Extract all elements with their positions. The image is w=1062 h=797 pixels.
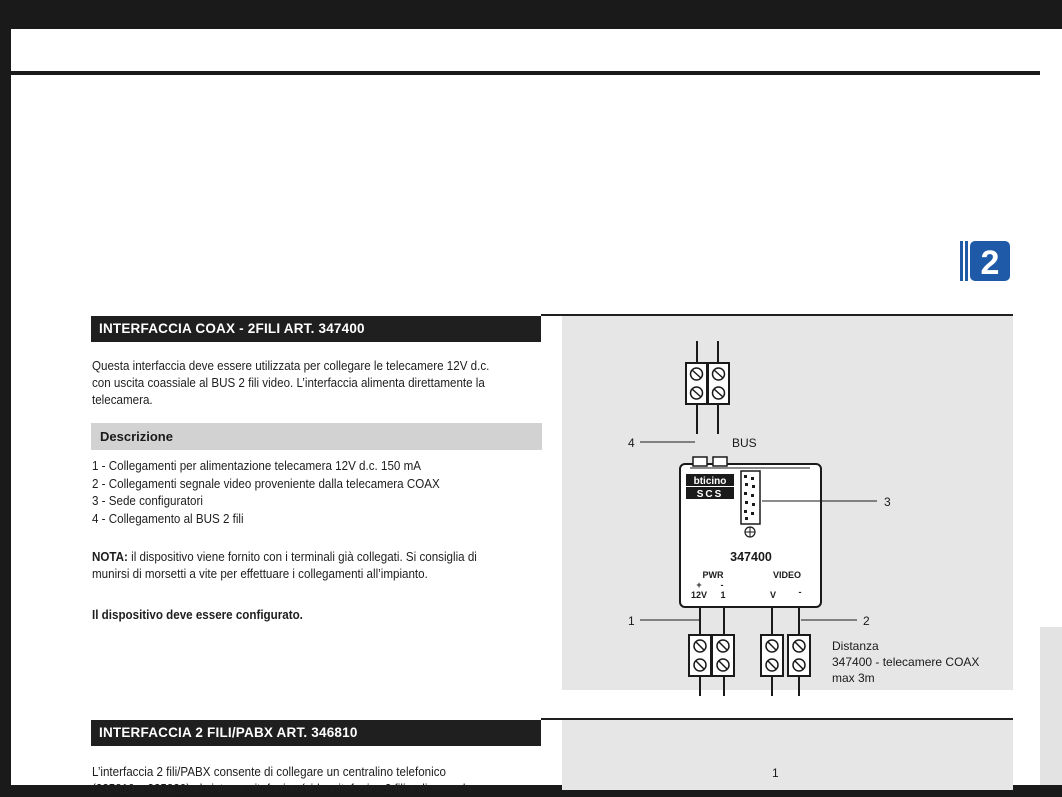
device-article: 347400	[730, 550, 772, 564]
header-rule	[11, 71, 1040, 75]
wiring-diagram-2	[562, 720, 1013, 790]
section-intro	[92, 357, 547, 408]
terminal-minus: -	[798, 587, 802, 597]
badge-stripe	[960, 241, 963, 281]
list-item: 2 - Collegamenti segnale video proveniente dalla telecamera COAX	[92, 475, 440, 491]
callout-1: 1	[628, 614, 635, 628]
bus-clip	[693, 457, 707, 466]
plus-sign: +	[696, 580, 702, 590]
terminal-12v: 12V	[690, 590, 708, 600]
pwr-label: PWR	[702, 570, 724, 580]
configuration-warning: Il dispositivo deve essere configurato.	[92, 607, 303, 622]
intro-line: (335810 o 335820) al sistema citofonico (videocitofonico 2 fili e di avere la	[92, 781, 472, 796]
distance-line: max 3m	[832, 671, 875, 685]
video-terminal-block	[761, 635, 810, 676]
page-edge-tab	[1040, 627, 1062, 785]
note-text: il dispositivo viene fornito con i terminali già collegati. Si consiglia di	[127, 549, 477, 564]
brand-sub: SCS	[696, 489, 724, 500]
bus-clip	[713, 457, 727, 466]
section-title: INTERFACCIA COAX - 2FILI ART. 347400	[91, 316, 541, 342]
description-heading: Descrizione	[91, 423, 542, 450]
minus-sign: -	[720, 580, 724, 590]
intro-line: telecamera.	[92, 392, 153, 407]
distance-line: 347400 - telecamere COAX	[832, 655, 980, 669]
callout-2: 2	[863, 614, 870, 628]
power-terminal-block	[689, 635, 734, 676]
callout-4: 4	[628, 436, 635, 450]
wiring-diagram-svg	[562, 316, 1013, 690]
note-label: NOTA:	[92, 549, 128, 564]
section-intro	[92, 763, 547, 797]
video-label: VIDEO	[772, 570, 802, 580]
distance-note	[832, 639, 979, 685]
intro-line: con uscita coassiale al BUS 2 fili video. L’interfaccia alimenta direttamente la	[92, 375, 485, 390]
brand-logo	[686, 474, 734, 500]
badge-stripe	[965, 241, 968, 281]
wiring-diagram	[562, 316, 1013, 690]
list-item: 4 - Collegamento al BUS 2 fili	[92, 510, 244, 526]
document-page	[11, 29, 1040, 796]
intro-line: Questa interfaccia deve essere utilizzata per collegare le telecamere 12V d.c.	[92, 358, 490, 373]
chapter-number: 2	[980, 244, 1000, 282]
note-paragraph	[92, 548, 547, 582]
section-title: INTERFACCIA 2 FILI/PABX ART. 346810	[91, 720, 541, 746]
bus-terminal-block	[686, 363, 729, 404]
description-list	[92, 457, 550, 527]
chapter-badge	[960, 241, 1012, 281]
note-text: munirsi di morsetti a vite per effettuare i collegamenti all’impianto.	[92, 566, 428, 581]
callout-1: 1	[772, 766, 779, 780]
callout-3: 3	[884, 495, 891, 509]
list-item: 3 - Sede configuratori	[92, 493, 203, 508]
intro-line: L’interfaccia 2 fili/PABX consente di collegare un centralino telefonico	[92, 764, 446, 779]
terminal-v: V	[769, 590, 777, 600]
bus-label: BUS	[732, 436, 757, 450]
page-edge	[1040, 29, 1062, 785]
list-item: 1 - Collegamenti per alimentazione telecamera 12V d.c. 150 mA	[92, 458, 421, 473]
brand-name: bticino	[693, 476, 727, 487]
distance-line: Distanza	[832, 639, 879, 653]
terminal-1: 1	[720, 590, 726, 600]
